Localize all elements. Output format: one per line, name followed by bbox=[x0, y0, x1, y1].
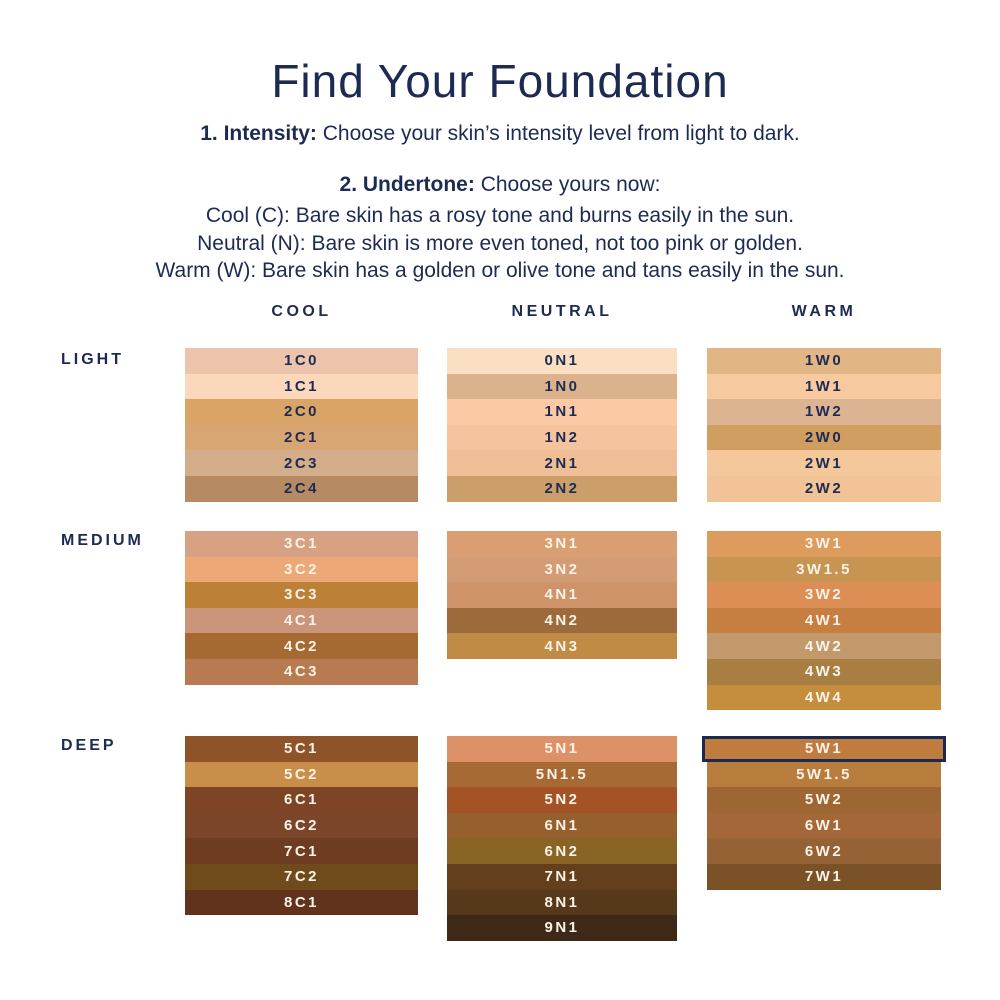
swatch-6W2[interactable] bbox=[707, 838, 941, 864]
swatch-code-label: 4N1 bbox=[544, 586, 580, 604]
swatch-4W4[interactable] bbox=[707, 685, 941, 711]
swatch-2C3[interactable] bbox=[185, 450, 418, 476]
swatch-5C1[interactable] bbox=[185, 736, 418, 762]
swatch-4C3[interactable] bbox=[185, 659, 418, 685]
intensity-text: Choose your skin’s intensity level from light to dark. bbox=[322, 122, 800, 145]
swatch-8N1[interactable] bbox=[447, 890, 677, 916]
swatch-5C2[interactable] bbox=[185, 762, 418, 788]
swatch-code-label: 1W0 bbox=[804, 352, 844, 370]
swatch-stack-light-cool bbox=[185, 348, 418, 502]
swatch-code-label: 3N2 bbox=[544, 560, 580, 578]
swatch-3W2[interactable] bbox=[707, 582, 941, 608]
swatch-code-label: 4N3 bbox=[544, 637, 580, 655]
swatch-code-label: 3C1 bbox=[283, 535, 320, 553]
row-label-medium: MEDIUM bbox=[61, 532, 144, 549]
swatch-code-label: 1N0 bbox=[544, 377, 580, 395]
swatch-4C1[interactable] bbox=[185, 608, 418, 634]
undertone-neutral-line: Neutral (N): Bare skin is more even toned, not too pink or golden. bbox=[197, 231, 803, 255]
swatch-2C0[interactable] bbox=[185, 399, 418, 425]
swatch-code-label: 2W2 bbox=[804, 480, 844, 498]
swatch-6W1[interactable] bbox=[707, 813, 941, 839]
swatch-5W1[interactable] bbox=[702, 736, 946, 762]
swatch-code-label: 4C2 bbox=[283, 637, 320, 655]
swatch-code-label: 2N2 bbox=[544, 480, 580, 498]
swatch-2W0[interactable] bbox=[707, 425, 941, 451]
swatch-code-label: 5W2 bbox=[804, 791, 844, 809]
swatch-code-label: 6W2 bbox=[804, 842, 844, 860]
swatch-code-label: 5C1 bbox=[283, 740, 320, 758]
swatch-code-label: 7N1 bbox=[544, 868, 580, 886]
swatch-3N1[interactable] bbox=[447, 531, 677, 557]
swatch-2N2[interactable] bbox=[447, 476, 677, 502]
undertone-descriptions bbox=[0, 202, 1000, 285]
undertone-warm-line: Warm (W): Bare skin has a golden or olive tone and tans easily in the sun. bbox=[155, 259, 845, 282]
undertone-cool-line: Cool (C): Bare skin has a rosy tone and burns easily in the sun. bbox=[205, 204, 795, 227]
swatch-code-label: 3W1.5 bbox=[796, 560, 852, 578]
swatch-code-label: 0N1 bbox=[544, 352, 580, 370]
swatch-stack-medium-warm bbox=[707, 531, 941, 710]
swatch-code-label: 3W2 bbox=[804, 586, 844, 604]
swatch-4W2[interactable] bbox=[707, 633, 941, 659]
swatch-5N2[interactable] bbox=[447, 787, 677, 813]
swatch-code-label: 4W1 bbox=[804, 612, 844, 630]
swatch-4N1[interactable] bbox=[447, 582, 677, 608]
swatch-code-label: 4W2 bbox=[804, 637, 844, 655]
swatch-code-label: 4W4 bbox=[804, 688, 844, 706]
swatch-code-label: 4N2 bbox=[544, 612, 580, 630]
swatch-5W2[interactable] bbox=[707, 787, 941, 813]
swatch-7C1[interactable] bbox=[185, 838, 418, 864]
swatch-6N2[interactable] bbox=[447, 838, 677, 864]
swatch-code-label: 2C3 bbox=[283, 454, 320, 472]
swatch-1W2[interactable] bbox=[707, 399, 941, 425]
swatch-3C1[interactable] bbox=[185, 531, 418, 557]
swatch-1W0[interactable] bbox=[707, 348, 941, 374]
swatch-0N1[interactable] bbox=[447, 348, 677, 374]
swatch-code-label: 5N1.5 bbox=[535, 765, 589, 783]
swatch-code-label: 1C0 bbox=[283, 352, 320, 370]
swatch-code-label: 3C2 bbox=[283, 560, 320, 578]
swatch-code-label: 3N1 bbox=[544, 535, 580, 553]
swatch-code-label: 4C3 bbox=[283, 663, 320, 681]
swatch-code-label: 5C2 bbox=[283, 765, 320, 783]
swatch-2W2[interactable] bbox=[707, 476, 941, 502]
swatch-code-label: 1N1 bbox=[544, 403, 580, 421]
undertone-text: Choose yours now: bbox=[480, 173, 661, 196]
swatch-7W1[interactable] bbox=[707, 864, 941, 890]
swatch-code-label: 4W3 bbox=[804, 663, 844, 681]
swatch-6N1[interactable] bbox=[447, 813, 677, 839]
swatch-code-label: 6C2 bbox=[283, 817, 320, 835]
swatch-code-label: 3W1 bbox=[804, 535, 844, 553]
swatch-7N1[interactable] bbox=[447, 864, 677, 890]
swatch-9N1[interactable] bbox=[447, 915, 677, 941]
swatch-code-label: 6W1 bbox=[804, 817, 844, 835]
swatch-code-label: 4C1 bbox=[283, 612, 320, 630]
undertone-instruction bbox=[0, 173, 1000, 197]
swatch-code-label: 8C1 bbox=[283, 893, 320, 911]
swatch-code-label: 5N2 bbox=[544, 791, 580, 809]
column-header-warm: WARM bbox=[791, 303, 857, 320]
swatch-code-label: 1W2 bbox=[804, 403, 844, 421]
swatch-3N2[interactable] bbox=[447, 557, 677, 583]
swatch-code-label: 2C4 bbox=[283, 480, 320, 498]
column-header-neutral: NEUTRAL bbox=[511, 303, 613, 320]
swatch-code-label: 6C1 bbox=[283, 791, 320, 809]
swatch-stack-deep-neutral bbox=[447, 736, 677, 941]
page-title: Find Your Foundation bbox=[271, 55, 729, 107]
swatch-6C1[interactable] bbox=[185, 787, 418, 813]
swatch-1N2[interactable] bbox=[447, 425, 677, 451]
swatch-code-label: 5N1 bbox=[544, 740, 580, 758]
swatch-code-label: 1C1 bbox=[283, 377, 320, 395]
swatch-6C2[interactable] bbox=[185, 813, 418, 839]
swatch-code-label: 7C1 bbox=[283, 842, 320, 860]
swatch-5W1.5[interactable] bbox=[707, 762, 941, 788]
swatch-code-label: 6N1 bbox=[544, 817, 580, 835]
swatch-code-label: 1N2 bbox=[544, 429, 580, 447]
swatch-code-label: 2N1 bbox=[544, 454, 580, 472]
undertone-label: 2. Undertone: bbox=[339, 173, 475, 196]
swatch-2C1[interactable] bbox=[185, 425, 418, 451]
swatch-3C3[interactable] bbox=[185, 582, 418, 608]
row-label-deep: DEEP bbox=[61, 737, 117, 754]
swatch-stack-light-neutral bbox=[447, 348, 677, 502]
swatch-1N0[interactable] bbox=[447, 374, 677, 400]
swatch-code-label: 6N2 bbox=[544, 842, 580, 860]
swatch-code-label: 1W1 bbox=[804, 377, 844, 395]
swatch-3W1[interactable] bbox=[707, 531, 941, 557]
swatch-code-label: 3C3 bbox=[283, 586, 320, 604]
column-header-cool: COOL bbox=[271, 303, 332, 320]
intensity-instruction bbox=[0, 122, 1000, 146]
swatch-3C2[interactable] bbox=[185, 557, 418, 583]
swatch-5N1.5[interactable] bbox=[447, 762, 677, 788]
swatch-4N2[interactable] bbox=[447, 608, 677, 634]
swatch-stack-medium-cool bbox=[185, 531, 418, 685]
swatch-3W1.5[interactable] bbox=[707, 557, 941, 583]
swatch-2W1[interactable] bbox=[707, 450, 941, 476]
swatch-5N1[interactable] bbox=[447, 736, 677, 762]
swatch-code-label: 2W0 bbox=[804, 429, 844, 447]
swatch-code-label: 2C1 bbox=[283, 429, 320, 447]
swatch-code-label: 8N1 bbox=[544, 893, 580, 911]
swatch-code-label: 2C0 bbox=[283, 403, 320, 421]
swatch-2C4[interactable] bbox=[185, 476, 418, 502]
swatch-stack-light-warm bbox=[707, 348, 941, 502]
swatch-4N3[interactable] bbox=[447, 633, 677, 659]
swatch-stack-deep-warm bbox=[707, 736, 941, 890]
swatch-code-label: 5W1.5 bbox=[796, 765, 852, 783]
swatch-1W1[interactable] bbox=[707, 374, 941, 400]
swatch-code-label: 7W1 bbox=[804, 868, 844, 886]
swatch-code-label: 7C2 bbox=[283, 868, 320, 886]
swatch-8C1[interactable] bbox=[185, 890, 418, 916]
swatch-stack-deep-cool bbox=[185, 736, 418, 915]
swatch-code-label: 5W1 bbox=[804, 740, 844, 758]
swatch-2N1[interactable] bbox=[447, 450, 677, 476]
swatch-4W3[interactable] bbox=[707, 659, 941, 685]
swatch-1C1[interactable] bbox=[185, 374, 418, 400]
swatch-code-label: 2W1 bbox=[804, 454, 844, 472]
swatch-4C2[interactable] bbox=[185, 633, 418, 659]
intensity-label: 1. Intensity: bbox=[200, 122, 317, 145]
swatch-4W1[interactable] bbox=[707, 608, 941, 634]
row-label-light: LIGHT bbox=[61, 351, 124, 368]
swatch-code-label: 9N1 bbox=[544, 919, 580, 937]
swatch-7C2[interactable] bbox=[185, 864, 418, 890]
swatch-1N1[interactable] bbox=[447, 399, 677, 425]
swatch-stack-medium-neutral bbox=[447, 531, 677, 659]
swatch-1C0[interactable] bbox=[185, 348, 418, 374]
